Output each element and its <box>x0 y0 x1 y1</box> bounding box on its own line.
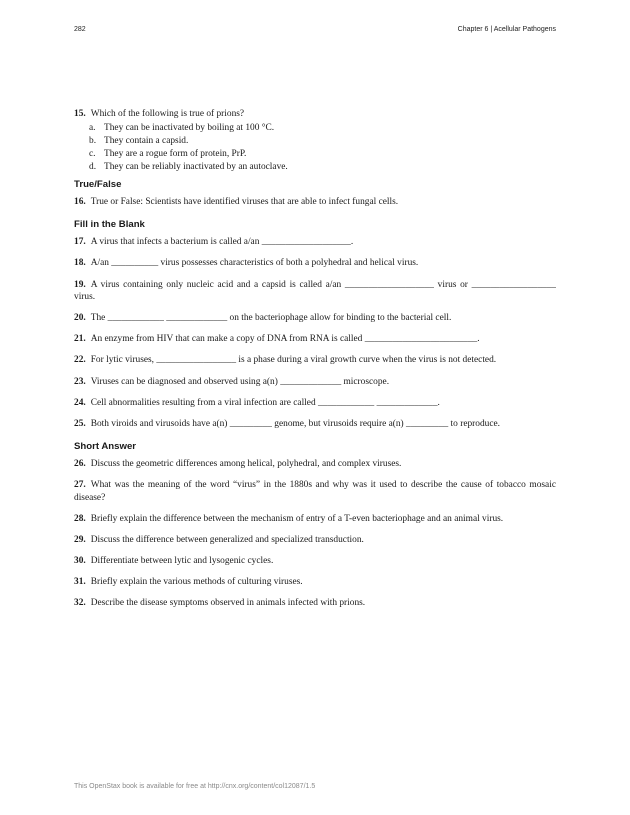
question-19: 19. A virus containing only nucleic acid and a capsid is called a/an ___________________ virus or __________________ virus. <box>74 279 556 303</box>
question-15 <box>74 108 556 121</box>
question-22: 22. For lytic viruses, _________________ is a phase during a viral growth curve when the virus is not detected. <box>74 355 497 366</box>
chapter-title: Chapter 6 | Acellular Pathogens <box>457 26 556 33</box>
question-29: 29. Discuss the difference between generalized and specialized transduction. <box>74 535 364 546</box>
question-number: 15. <box>74 109 86 119</box>
section-heading-short-answer: Short Answer <box>74 441 137 453</box>
option-b: b. They contain a capsid. <box>89 135 189 146</box>
page-number: 282 <box>74 26 86 33</box>
question-26: 26. Discuss the geometric differences among helical, polyhedral, and complex viruses. <box>74 459 402 470</box>
question-17: 17. A virus that infects a bacterium is called a/an ___________________. <box>74 237 354 248</box>
question-18: 18. A/an __________ virus possesses characteristics of both a polyhedral and helical virus. <box>74 258 419 269</box>
option-d: d. They can be reliably inactivated by an autoclave. <box>89 162 288 173</box>
question-21: 21. An enzyme from HIV that can make a copy of DNA from RNA is called ________________________. <box>74 334 480 345</box>
section-heading-true-false: True/False <box>74 178 122 190</box>
question-27: 27. What was the meaning of the word “virus” in the 1880s and why was it used to describe the cause of tobacco mosaic disease? <box>74 480 556 503</box>
question-20: 20. The ____________ _____________ on the bacteriophage allow for binding to the bacterial cell. <box>74 313 452 324</box>
question-text: Which of the following is true of prions? <box>90 109 245 119</box>
question-24: 24. Cell abnormalities resulting from a viral infection are called ____________ _____________. <box>74 397 440 408</box>
footer-note: This OpenStax book is available for free at http://cnx.org/content/col12087/1.5 <box>74 783 316 790</box>
question-30: 30. Differentiate between lytic and lysogenic cycles. <box>74 556 274 567</box>
option-a: a. They can be inactivated by boiling at 100 °C. <box>89 122 275 133</box>
question-28: 28. Briefly explain the difference between the mechanism of entry of a T-even bacteriophage and an animal virus. <box>74 514 504 525</box>
section-heading-fill-in-the-blank: Fill in the Blank <box>74 219 145 231</box>
page-content <box>74 108 556 619</box>
question-25: 25. Both viroids and virusoids have a(n) _________ genome, but virusoids require a(n) _________ to reproduce. <box>74 418 501 429</box>
question-23: 23. Viruses can be diagnosed and observed using a(n) _____________ microscope. <box>74 376 390 387</box>
question-31: 31. Briefly explain the various methods of culturing viruses. <box>74 577 303 588</box>
option-c: c. They are a rogue form of protein, PrP. <box>89 149 247 160</box>
question-15-options <box>74 122 556 175</box>
question-16: 16. True or False: Scientists have identified viruses that are able to infect fungal cells. <box>74 196 399 207</box>
question-32: 32. Describe the disease symptoms observed in animals infected with prions. <box>74 598 366 609</box>
